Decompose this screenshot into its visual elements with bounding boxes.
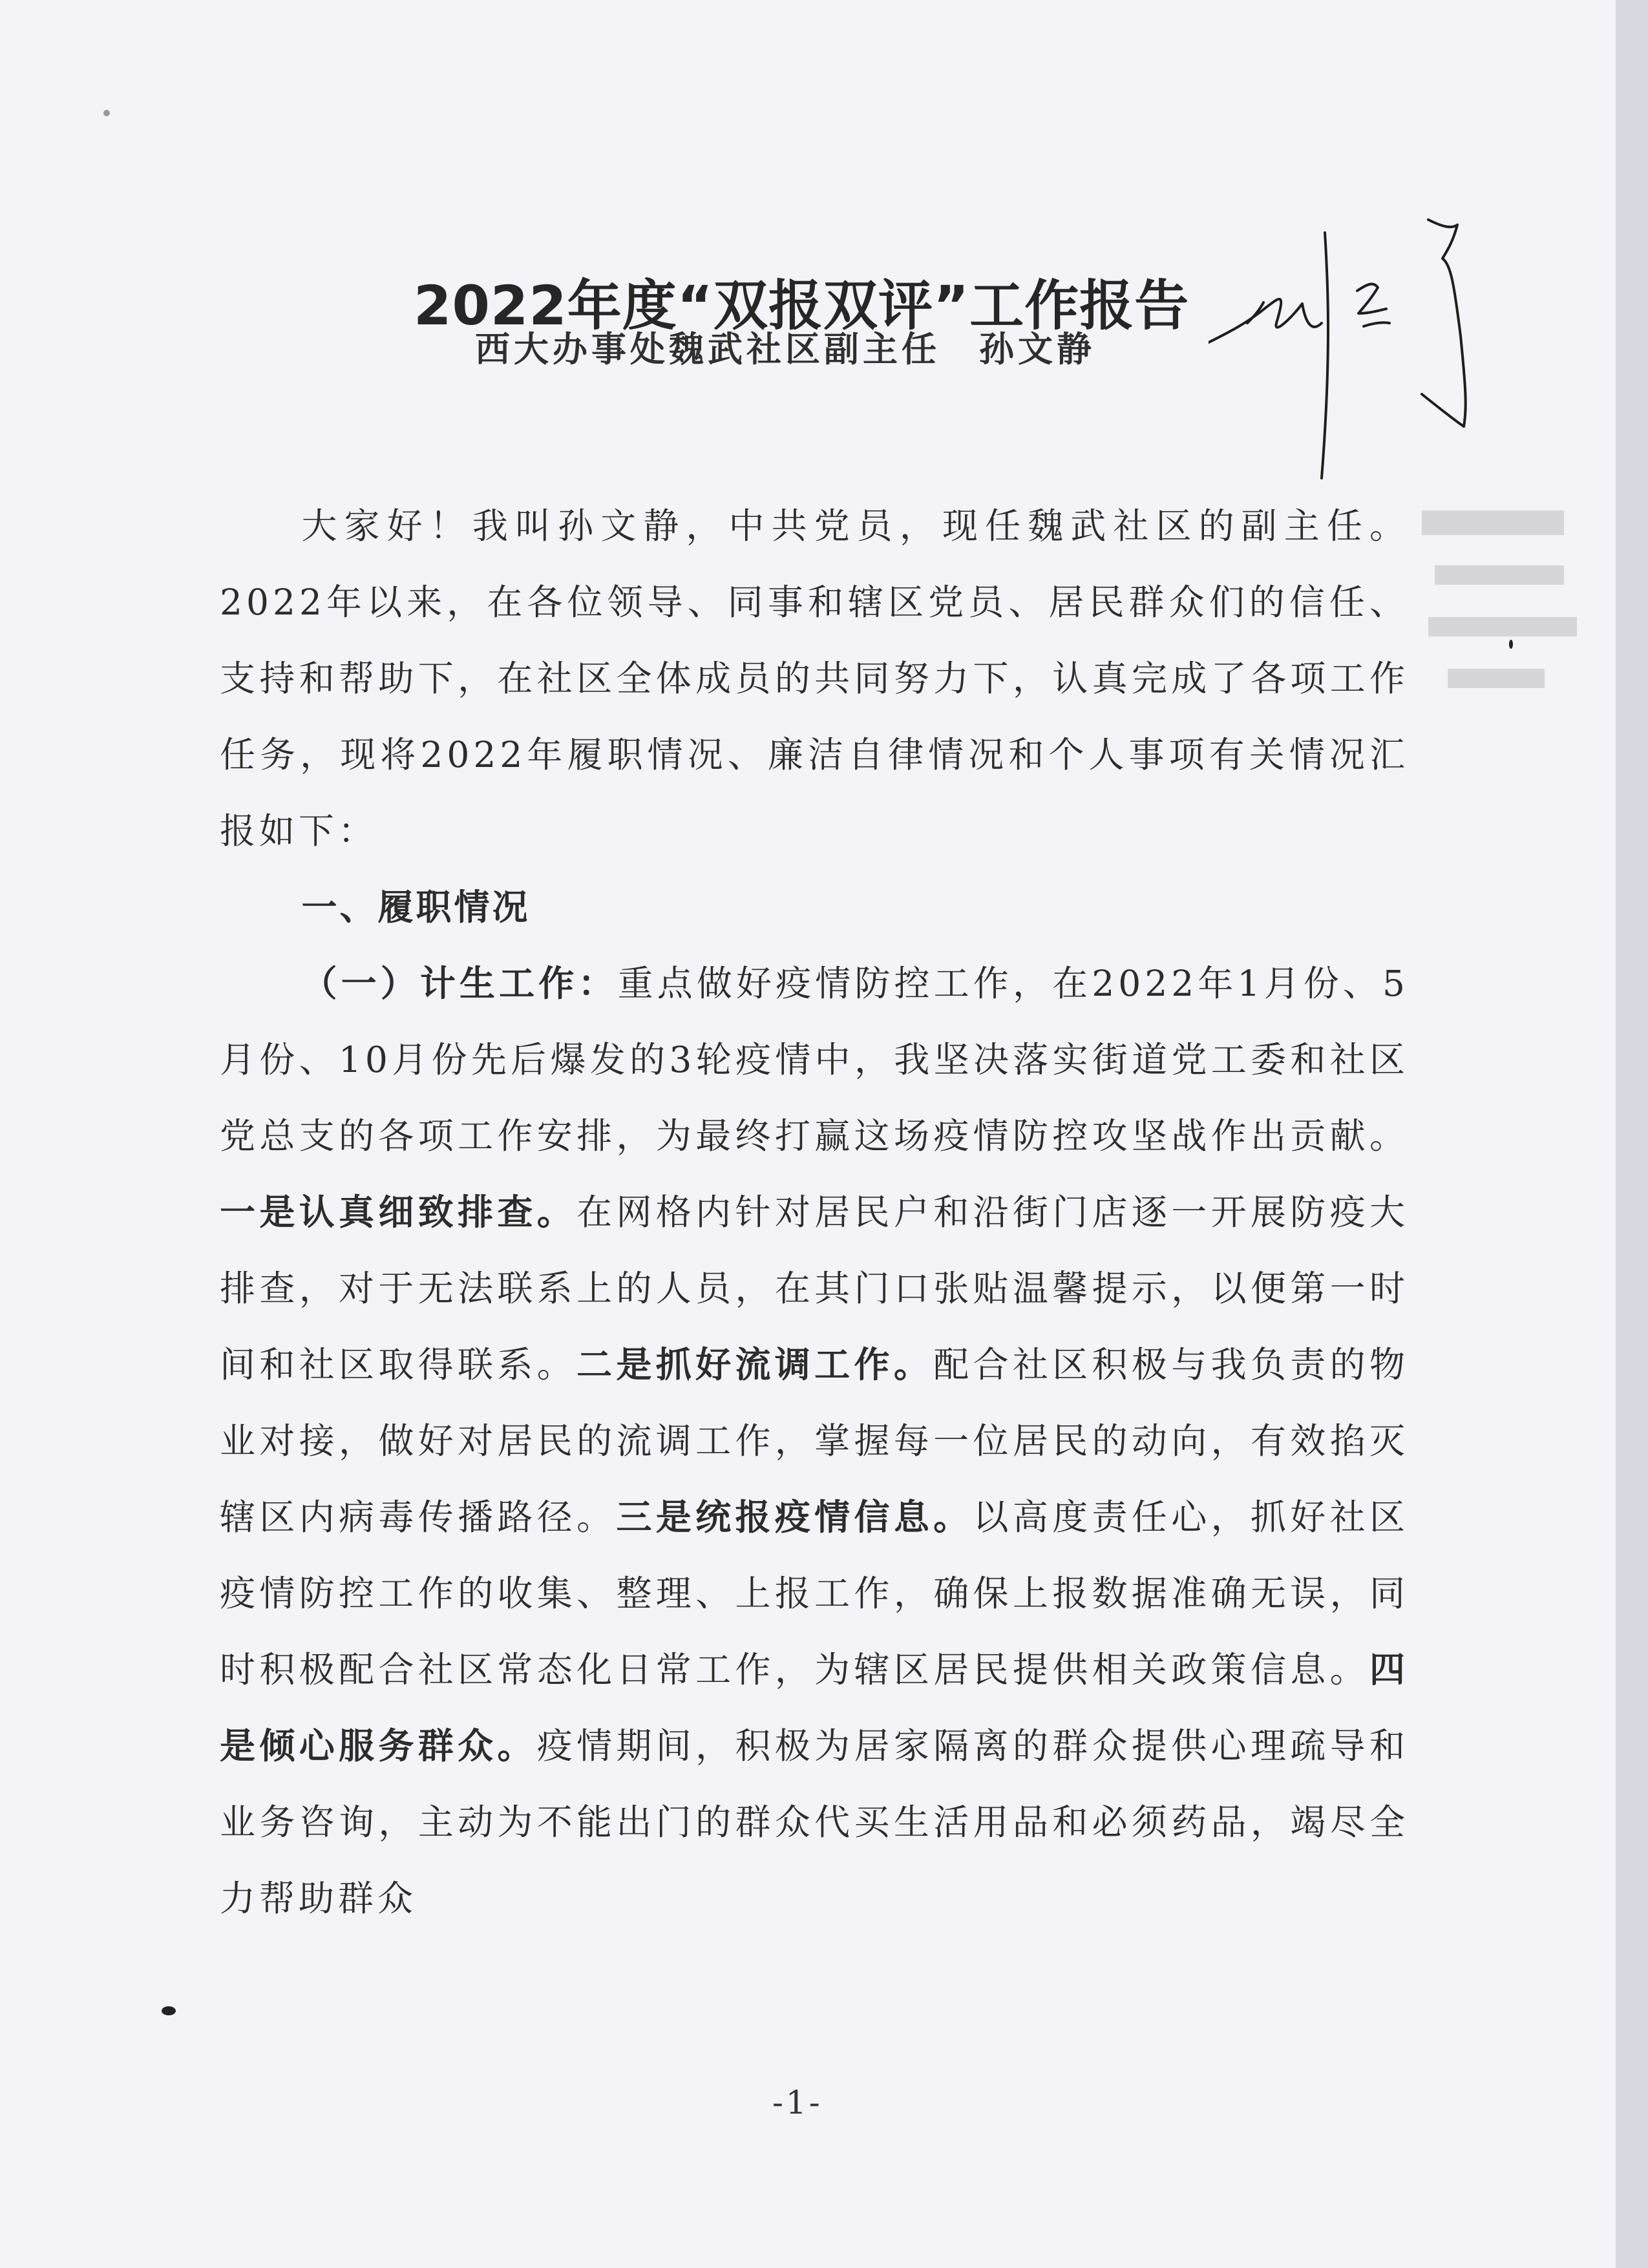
- item-paragraph: [220, 945, 1409, 1937]
- document-title: 2022年度“双报双评”工作报告: [414, 274, 1190, 338]
- document-body: [220, 488, 1409, 1937]
- point-two-label: 二是抓好流调工作。: [576, 1343, 934, 1385]
- point-one-label: 一是认真细致排查。: [220, 1191, 577, 1233]
- point-three-text: 以高度责任心，抓好社区疫情防控工作的收集、整理、上报工作，确保上报数据准确无误，同时积极配合社区常态化日常工作，为辖区居民提供相关政策信息。: [220, 1496, 1409, 1690]
- point-one-text: 在网格内针对居民户和沿街门店逐一开展防疫大排查，对于无法联系上的人员，在其门口张贴温馨提示，以便第一时间和社区取得联系。: [220, 1192, 1409, 1385]
- bleed-through-marks: [1409, 504, 1596, 711]
- item-label: （一）计生工作：: [301, 962, 618, 1004]
- intro-paragraph: 大家好！我叫孙文静，中共党员，现任魏武社区的副主任。2022年以来，在各位领导、同事和辖区党员、居民群众们的信任、支持和帮助下，在社区全体成员的共同努力下，认真完成了各项工作任务，现将2022年履职情况、廉洁自律情况和个人事项有关情况汇报如下：: [220, 505, 1409, 852]
- page-number: -1-: [772, 2084, 823, 2121]
- point-four-label: 四是倾心服务群众。: [220, 1648, 1409, 1767]
- scan-speck: [103, 110, 110, 116]
- author-role: 西大办事处魏武社区副主任: [475, 328, 940, 370]
- author-line: [475, 323, 1095, 375]
- handwritten-signature: [1209, 194, 1506, 485]
- item-text: 重点做好疫情防控工作，在2022年1月份、5月份、10月份先后爆发的3轮疫情中，我坚决落实街道党工委和社区党总支的各项工作安排，为最终打赢这场疫情防控攻坚战作出贡献。: [220, 963, 1409, 1157]
- author-name: 孙文静: [979, 328, 1095, 370]
- point-two-text: 配合社区积极与我负责的物业对接，做好对居民的流调工作，掌握每一位居民的动向，有效掐灭辖区内病毒传播路径。: [220, 1344, 1409, 1538]
- scan-edge: [1616, 0, 1648, 2268]
- point-three-label: 三是统报疫情信息。: [616, 1496, 973, 1538]
- section-heading: 一、履职情况: [301, 887, 531, 928]
- scan-speck: [162, 2006, 176, 2015]
- scan-speck: [1509, 640, 1513, 649]
- point-four-text: 疫情期间，积极为居家隔离的群众提供心理疏导和业务咨询，主动为不能出门的群众代买生活用品和必须药品，竭尽全力帮助群众: [220, 1725, 1409, 1919]
